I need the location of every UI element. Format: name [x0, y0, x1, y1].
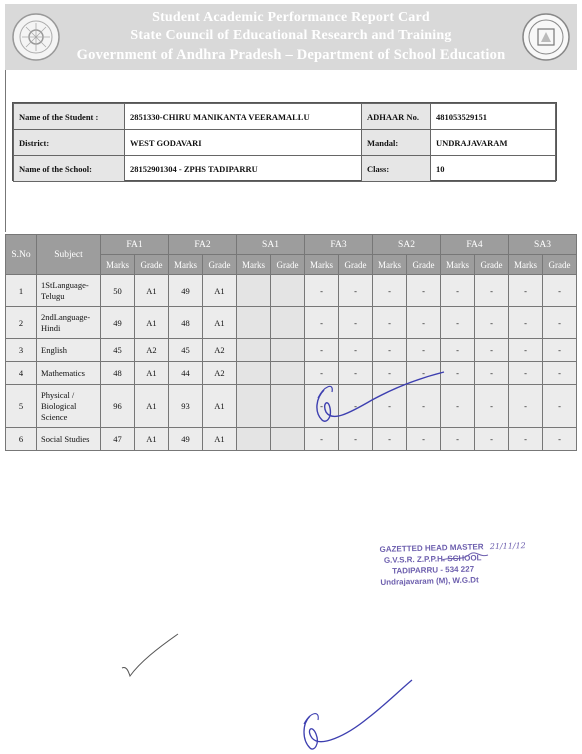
- stamp-line-4: Undrajavaram (M), W.G.Dt: [380, 575, 479, 587]
- grade-subheader: Grade: [407, 255, 441, 275]
- grade-cell: -: [543, 428, 577, 451]
- row-sno: 4: [6, 362, 37, 385]
- report-title: Student Academic Performance Report Card: [152, 10, 430, 25]
- grade-cell: A1: [203, 275, 237, 307]
- grade-cell: A2: [135, 339, 169, 362]
- marks-cell: -: [373, 275, 407, 307]
- row-sno: 2: [6, 307, 37, 339]
- grade-cell: A1: [135, 428, 169, 451]
- marks-cell: -: [441, 307, 475, 339]
- bottom-signature: [296, 676, 416, 754]
- marks-cell: [237, 385, 271, 428]
- grade-cell: -: [475, 385, 509, 428]
- grade-cell: -: [543, 339, 577, 362]
- table-row: [6, 362, 577, 385]
- assessment-header-fa1: FA1: [101, 235, 169, 255]
- marks-cell: -: [509, 275, 543, 307]
- marks-cell: -: [373, 428, 407, 451]
- assessment-header-sa2: SA2: [373, 235, 441, 255]
- marks-cell: -: [509, 385, 543, 428]
- marks-subheader: Marks: [169, 255, 203, 275]
- marks-cell: -: [305, 307, 339, 339]
- marks-cell: -: [441, 362, 475, 385]
- grade-cell: -: [407, 362, 441, 385]
- grade-cell: -: [543, 362, 577, 385]
- district-label: District:: [14, 130, 125, 156]
- student-info-panel: [12, 102, 557, 181]
- marks-cell: -: [305, 275, 339, 307]
- marks-cell: 49: [169, 428, 203, 451]
- marks-cell: 48: [169, 307, 203, 339]
- row-subject: 2ndLanguage- Hindi: [37, 307, 101, 339]
- grade-cell: -: [407, 385, 441, 428]
- marks-subheader: Marks: [237, 255, 271, 275]
- table-row: [6, 385, 577, 428]
- stamp-line-2: G.V.S.R. Z.P.P.H. SCHOOL: [383, 553, 482, 565]
- class-value: 10: [431, 156, 556, 182]
- grade-cell: [271, 275, 305, 307]
- table-row: [6, 428, 577, 451]
- grade-subheader: Grade: [475, 255, 509, 275]
- grade-subheader: Grade: [339, 255, 373, 275]
- teacher-signature: [312, 368, 452, 430]
- table-row: [6, 275, 577, 307]
- marks-table: [5, 234, 577, 451]
- marks-cell: 96: [101, 385, 135, 428]
- grade-cell: [271, 307, 305, 339]
- marks-cell: [237, 362, 271, 385]
- marks-cell: -: [373, 307, 407, 339]
- marks-cell: -: [509, 339, 543, 362]
- stamp-signed-date: 21/11/12: [489, 541, 526, 552]
- mandal-value: UNDRAJAVARAM: [431, 130, 556, 156]
- grade-cell: -: [339, 339, 373, 362]
- sno-header: S.No: [6, 235, 37, 275]
- stamp-line-1: GAZETTED HEAD MASTER: [379, 542, 484, 554]
- row-subject: Social Studies: [37, 428, 101, 451]
- marks-subheader: Marks: [509, 255, 543, 275]
- grade-cell: [271, 339, 305, 362]
- grade-cell: [271, 362, 305, 385]
- marks-subheader: Marks: [373, 255, 407, 275]
- stamp-line-3: TADIPARRU - 534 227: [392, 564, 475, 576]
- assessment-header-fa3: FA3: [305, 235, 373, 255]
- grade-cell: -: [339, 428, 373, 451]
- district-value: WEST GODAVARI: [125, 130, 362, 156]
- marks-subheader: Marks: [305, 255, 339, 275]
- marks-cell: -: [441, 339, 475, 362]
- page-border-left: [5, 70, 6, 232]
- grade-cell: A1: [135, 362, 169, 385]
- marks-cell: 49: [101, 307, 135, 339]
- marks-cell: 47: [101, 428, 135, 451]
- marks-cell: -: [305, 385, 339, 428]
- row-subject: English: [37, 339, 101, 362]
- grade-cell: -: [407, 307, 441, 339]
- scert-emblem-right-icon: [521, 12, 571, 62]
- row-sno: 3: [6, 339, 37, 362]
- grade-cell: -: [543, 385, 577, 428]
- grade-subheader: Grade: [271, 255, 305, 275]
- grade-cell: A1: [203, 428, 237, 451]
- grade-cell: A1: [135, 307, 169, 339]
- marks-cell: 48: [101, 362, 135, 385]
- grade-subheader: Grade: [203, 255, 237, 275]
- grade-cell: A2: [203, 362, 237, 385]
- grade-cell: -: [475, 428, 509, 451]
- aadhaar-value: 481053529151: [431, 104, 556, 130]
- marks-subheader: Marks: [101, 255, 135, 275]
- grade-cell: [271, 428, 305, 451]
- grade-cell: [271, 385, 305, 428]
- marks-cell: [237, 428, 271, 451]
- row-subject: 1StLanguage- Telugu: [37, 275, 101, 307]
- table-row: [6, 339, 577, 362]
- grade-cell: -: [339, 307, 373, 339]
- marks-cell: -: [441, 428, 475, 451]
- marks-cell: -: [509, 307, 543, 339]
- marks-cell: 50: [101, 275, 135, 307]
- marks-cell: [237, 307, 271, 339]
- marks-cell: -: [373, 385, 407, 428]
- student-name-label: Name of the Student :: [14, 104, 125, 130]
- assessment-header-sa3: SA3: [509, 235, 577, 255]
- row-subject: Physical / Biological Science: [37, 385, 101, 428]
- marks-cell: -: [305, 339, 339, 362]
- marks-cell: -: [373, 339, 407, 362]
- marks-cell: 44: [169, 362, 203, 385]
- grade-cell: -: [407, 428, 441, 451]
- grade-cell: -: [339, 385, 373, 428]
- assessment-header-sa1: SA1: [237, 235, 305, 255]
- class-label: Class:: [362, 156, 431, 182]
- marks-subheader: Marks: [441, 255, 475, 275]
- marks-cell: -: [441, 275, 475, 307]
- grade-cell: -: [475, 275, 509, 307]
- grade-cell: -: [475, 339, 509, 362]
- school-value: 28152901304 - ZPHS TADIPARRU: [125, 156, 362, 182]
- grade-cell: -: [543, 307, 577, 339]
- grade-cell: A1: [203, 385, 237, 428]
- grade-cell: -: [475, 307, 509, 339]
- aadhaar-label: ADHAAR No.: [362, 104, 431, 130]
- check-mark-icon: [118, 632, 182, 680]
- row-sno: 6: [6, 428, 37, 451]
- marks-cell: -: [373, 362, 407, 385]
- grade-cell: -: [407, 275, 441, 307]
- school-label: Name of the School:: [14, 156, 125, 182]
- marks-cell: 45: [169, 339, 203, 362]
- council-name: State Council of Educational Research and Training: [130, 28, 452, 43]
- marks-cell: [237, 275, 271, 307]
- grade-cell: -: [407, 339, 441, 362]
- row-sno: 5: [6, 385, 37, 428]
- student-name-value: 2851330-CHIRU MANIKANTA VEERAMALLU: [125, 104, 362, 130]
- marks-cell: -: [441, 385, 475, 428]
- row-sno: 1: [6, 275, 37, 307]
- grade-subheader: Grade: [543, 255, 577, 275]
- grade-cell: A1: [135, 275, 169, 307]
- grade-cell: A2: [203, 339, 237, 362]
- marks-cell: -: [305, 428, 339, 451]
- marks-cell: -: [305, 362, 339, 385]
- marks-cell: -: [509, 428, 543, 451]
- marks-cell: [237, 339, 271, 362]
- mandal-label: Mandal:: [362, 130, 431, 156]
- report-header: [5, 4, 577, 70]
- grade-cell: A1: [203, 307, 237, 339]
- subject-header: Subject: [37, 235, 101, 275]
- department-name: Government of Andhra Pradesh – Department of School Education: [76, 47, 506, 63]
- row-subject: Mathematics: [37, 362, 101, 385]
- marks-cell: 45: [101, 339, 135, 362]
- grade-cell: -: [543, 275, 577, 307]
- marks-cell: -: [509, 362, 543, 385]
- stamp-signature-stroke: [440, 546, 510, 566]
- grade-cell: -: [339, 275, 373, 307]
- assessment-header-fa2: FA2: [169, 235, 237, 255]
- grade-cell: -: [475, 362, 509, 385]
- grade-cell: A1: [135, 385, 169, 428]
- assessment-header-fa4: FA4: [441, 235, 509, 255]
- marks-cell: 93: [169, 385, 203, 428]
- marks-cell: 49: [169, 275, 203, 307]
- grade-subheader: Grade: [135, 255, 169, 275]
- table-row: [6, 307, 577, 339]
- grade-cell: -: [339, 362, 373, 385]
